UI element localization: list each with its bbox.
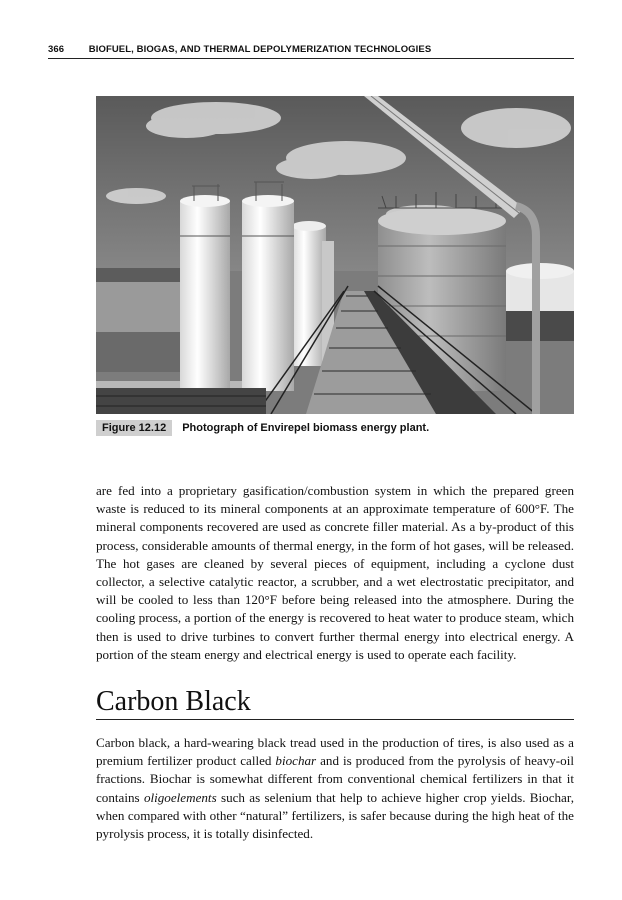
body-paragraph: are fed into a proprietary gasification/combustion system in which the prepared green waste is reduced to its mineral components at an approximate temperature of 600°F. The mineral components recovered are used as concrete filler material. As a by-product of this process, considerable amounts of thermal energy, in the form of hot gases, will be released. The hot gases are cleaned by several pieces of equipment, including a cyclone dust collector, a selective catalytic reactor, a scrubber, and a wet electrostatic precipitator, and will be cooled to less than 120°F before being released into the atmosphere. During the cooling process, a portion of the energy is recovered to heat water to produce steam, which then is used to drive turbines to convert further thermal energy into electrical energy. A portion of the steam energy and electrical energy is used to operate each facility.: [96, 483, 574, 662]
italic-term: oligoelements: [143, 789, 217, 805]
paragraph-text: such as selenium that help to achieve higher crop yields. Biochar, when compared with other “natural” fertilizers, is safer because during the high heat of the pyrolysis process, it is totally disinfected.: [96, 789, 574, 842]
figure-caption-text: Photograph of Envirepel biomass energy plant.: [182, 422, 430, 434]
running-title: BIOFUEL, BIOGAS, AND THERMAL DEPOLYMERIZATION TECHNOLOGIES: [88, 44, 432, 55]
section-title: Carbon Black: [96, 685, 574, 720]
body-paragraph: [96, 734, 574, 843]
italic-term: biochar: [275, 753, 317, 769]
paragraph-text: and is produced from the pyrolysis of heavy-oil fractions. Biochar is somewhat different from conventional chemical fertilizers in that it contains: [96, 753, 574, 805]
paragraph-text: Carbon black, a hard-wearing black tread used in the production of tires, is also used as a premium fertilizer product called: [96, 735, 574, 769]
figure-photo: [96, 96, 574, 414]
running-head: [48, 44, 574, 59]
figure-caption: [96, 420, 574, 436]
figure-label: Figure 12.12: [96, 420, 172, 436]
page-number: 366: [48, 44, 65, 55]
